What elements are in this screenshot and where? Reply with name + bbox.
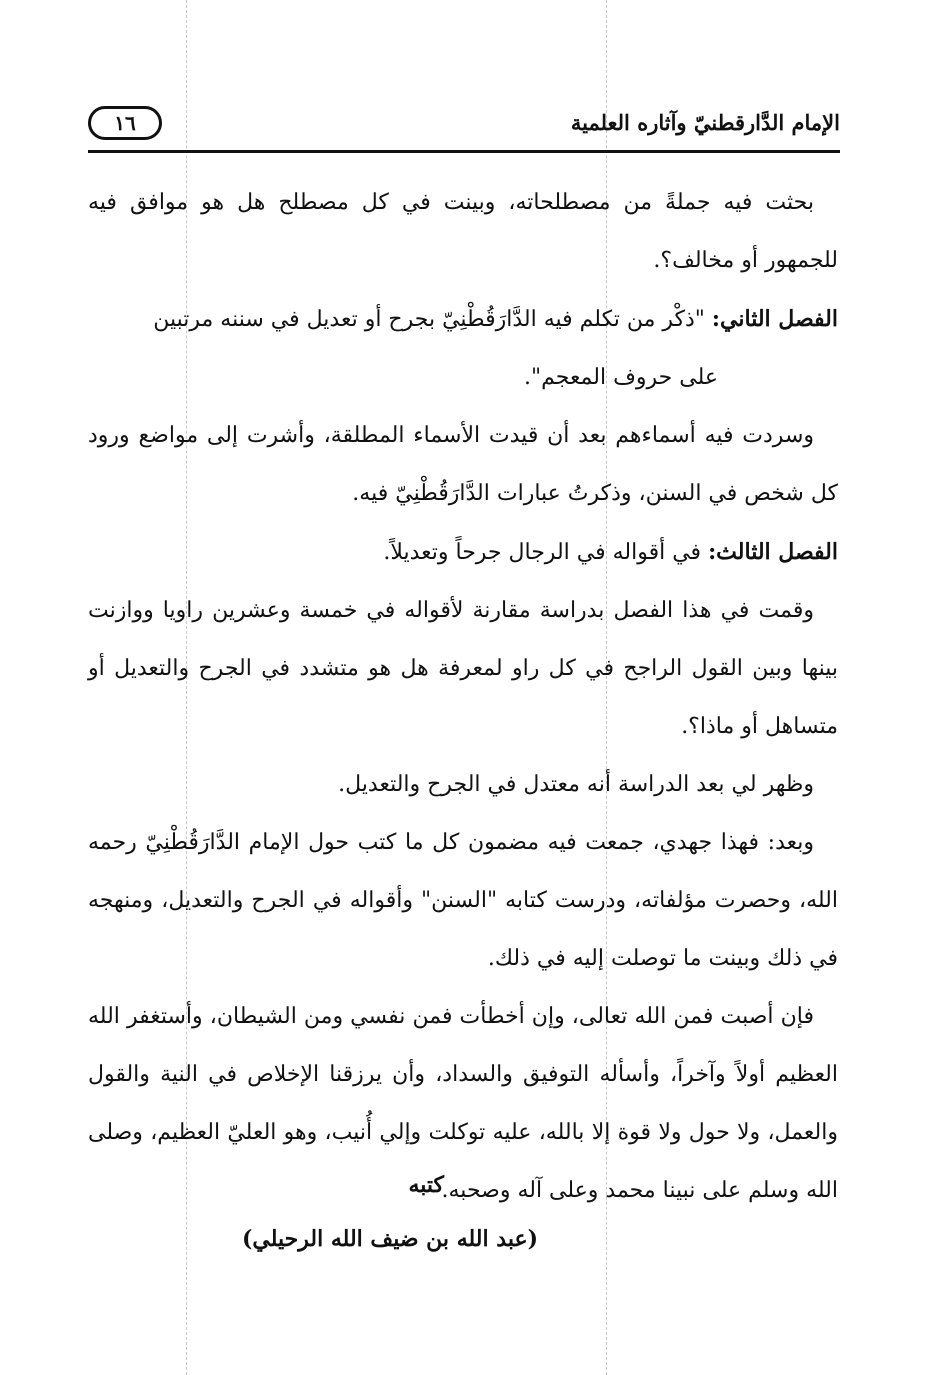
page-number: ١٦: [88, 106, 162, 140]
chapter-label: الفصل الثاني:: [711, 306, 838, 332]
paragraph-chapter-two: [88, 290, 838, 349]
page-header: [88, 106, 840, 148]
paragraph: وسردت فيه أسماءهم بعد أن قيدت الأسماء المطلقة، وأشرت إلى مواضع ورود كل شخص في السنن، وذكرتُ عبارات الدَّارَقُطْنِيّ فيه.: [88, 423, 838, 506]
body-text: [88, 174, 838, 1220]
chapter-label: الفصل الثالث:: [708, 539, 838, 565]
paragraph: فإن أصبت فمن الله تعالى، وإن أخطأت فمن نفسي ومن الشيطان، وأستغفر الله العظيم أولاً وآخراً، وأسأله التوفيق والسداد، وأن يرزقنا الإخلاص في النية والقول والعمل، ولا حول ولا قوة إلا بالله، عليه توكلت وإلي أُنيب، وهو العليّ العظيم، وصلى الله وسلم على نبينا محمد وعلى آله وصحبه.: [88, 1004, 838, 1203]
paragraph: وبعد: فهذا جهدي، جمعت فيه مضمون كل ما كتب حول الإمام الدَّارَقُطْنِيّ رحمه الله، وحصرت مؤلفاته، ودرست كتابه "السنن" وأقواله في الجرح والتعديل، ومنهجه في ذلك وبينت ما توصلت إليه في ذلك.: [88, 830, 839, 971]
header-rule: [88, 150, 840, 153]
running-title: الإمام الدَّارقطنيّ وآثاره العلمية: [570, 110, 840, 135]
paragraph: بحثت فيه جملةً من مصطلحاته، وبينت في كل مصطلح هل هو موافق فيه للجمهور أو مخالف؟.: [88, 190, 838, 273]
chapter-title: في أقواله في الرجال جرحاً وتعديلاً.: [383, 540, 702, 565]
chapter-title-continued: على حروف المعجم".: [523, 365, 718, 390]
paragraph: وظهر لي بعد الدراسة أنه معتدل في الجرح والتعديل.: [338, 772, 814, 797]
paragraph: وقمت في هذا الفصل بدراسة مقارنة لأقواله في خمسة وعشرين راويا ووازنت بينها وبين القول الراجح في كل راو لمعرفة هل هو متشدد في الجرح والتعديل أو متساهل أو ماذا؟.: [88, 598, 838, 739]
signature-name: (عبد الله بن ضيف الله الرحيلي): [242, 1226, 538, 1252]
signature-label: كتبه: [408, 1172, 444, 1198]
paragraph-chapter-three: [88, 523, 838, 582]
chapter-title: "ذكْر من تكلم فيه الدَّارَقُطْنِيّ بجرح أو تعديل في سننه مرتبين: [153, 307, 705, 332]
